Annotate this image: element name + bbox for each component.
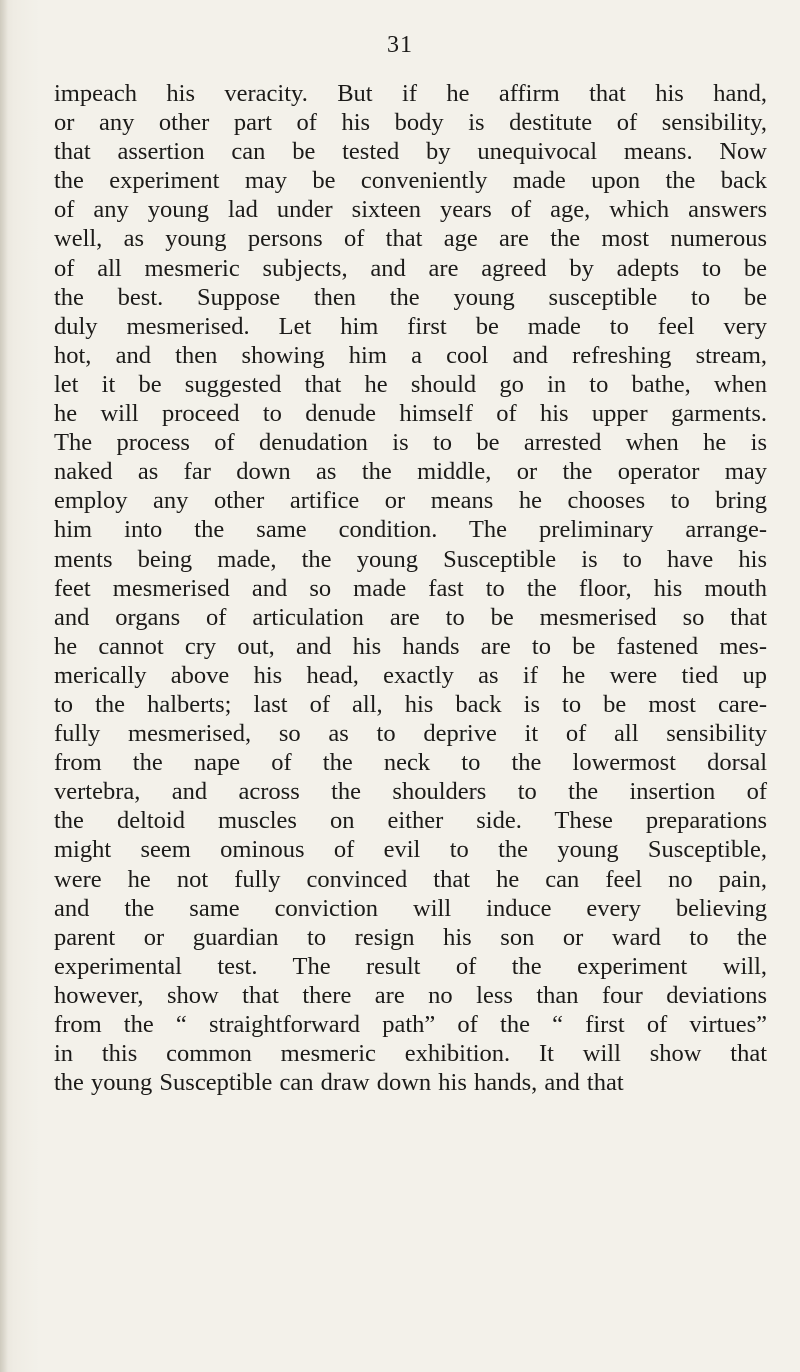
text-line: in this common mesmeric exhibition. It will show that — [54, 1040, 767, 1068]
text-line: him into the same condition. The preliminary arrange- — [54, 516, 767, 544]
text-line: or any other part of his body is destitute of sensibility, — [54, 109, 767, 137]
text-line: might seem ominous of evil to the young Susceptible, — [54, 836, 767, 864]
text-line: the young Susceptible can draw down his hands, and that — [54, 1069, 624, 1097]
text-line: vertebra, and across the shoulders to the insertion of — [54, 778, 767, 806]
text-line: parent or guardian to resign his son or ward to the — [54, 923, 767, 951]
page-number: 31 — [387, 32, 413, 58]
page-binding-shadow — [0, 0, 8, 1372]
text-line: of all mesmeric subjects, and are agreed by adepts to be — [54, 254, 767, 282]
text-line: impeach his veracity. But if he affirm that his hand, — [54, 80, 767, 107]
text-line: experimental test. The result of the experiment will, — [54, 952, 767, 980]
text-line: however, show that there are no less than four deviations — [54, 981, 767, 1009]
text-line: that assertion can be tested by unequivocal means. Now — [54, 138, 767, 166]
text-line: feet mesmerised and so made fast to the floor, his mouth — [54, 574, 767, 602]
body-text — [54, 79, 767, 1097]
text-line: The process of denudation is to be arrested when he is — [54, 429, 767, 457]
text-line: hot, and then showing him a cool and refreshing stream, — [54, 341, 767, 369]
text-line: from the “ straightforward path” of the “ first of virtues” — [54, 1011, 767, 1038]
text-line: the experiment may be conveniently made upon the back — [54, 167, 767, 195]
text-line: employ any other artifice or means he chooses to bring — [54, 487, 767, 515]
text-line: and organs of articulation are to be mesmerised so that — [54, 603, 767, 631]
text-line: and the same conviction will induce every believing — [54, 894, 767, 922]
text-line: let it be suggested that he should go in to bathe, when — [54, 370, 767, 398]
text-line: fully mesmerised, so as to deprive it of all sensibility — [54, 720, 767, 748]
text-line: he will proceed to denude himself of his upper garments. — [54, 400, 767, 428]
text-line: of any young lad under sixteen years of age, which answers — [54, 196, 767, 224]
text-line: he cannot cry out, and his hands are to be fastened mes- — [54, 632, 767, 660]
text-line: the best. Suppose then the young susceptible to be — [54, 283, 767, 311]
text-line: duly mesmerised. Let him first be made to feel very — [54, 312, 767, 340]
text-line: naked as far down as the middle, or the operator may — [54, 458, 767, 486]
text-line: the deltoid muscles on either side. These preparations — [54, 807, 767, 835]
text-line: from the nape of the neck to the lowermost dorsal — [54, 749, 767, 777]
text-line: merically above his head, exactly as if he were tied up — [54, 661, 767, 689]
text-line: well, as young persons of that age are the most numerous — [54, 225, 767, 253]
text-line: to the halberts; last of all, his back is to be most care- — [54, 690, 767, 718]
text-line: were he not fully convinced that he can feel no pain, — [54, 865, 767, 893]
text-line: ments being made, the young Susceptible is to have his — [54, 545, 767, 573]
